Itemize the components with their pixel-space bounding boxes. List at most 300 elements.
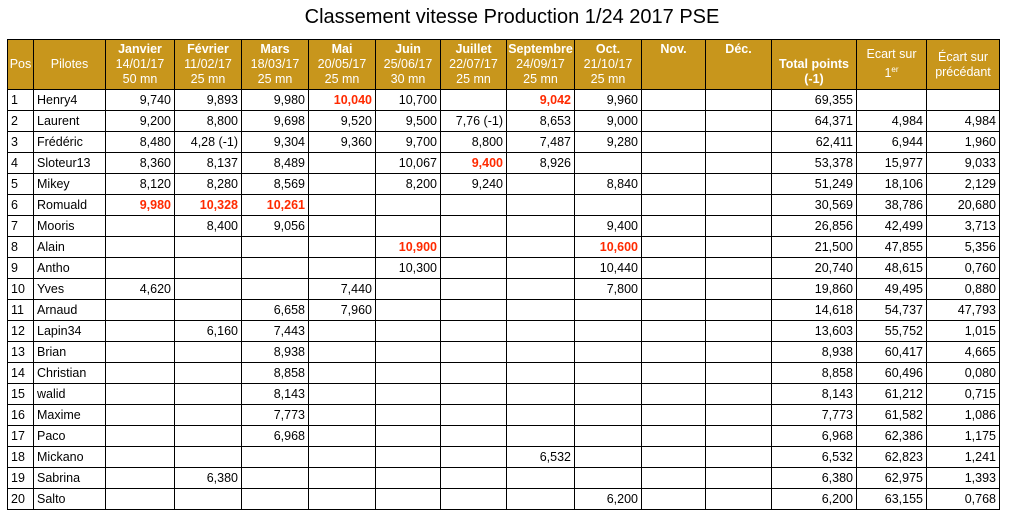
cell-score	[309, 195, 376, 216]
cell-score	[106, 363, 175, 384]
cell-total: 8,858	[772, 363, 857, 384]
cell-score: 9,200	[106, 111, 175, 132]
cell-ecart-precedant: 47,793	[927, 300, 1000, 321]
cell-pos: 2	[8, 111, 34, 132]
cell-pos: 14	[8, 363, 34, 384]
cell-score: 4,620	[106, 279, 175, 300]
cell-total: 14,618	[772, 300, 857, 321]
cell-score	[376, 468, 441, 489]
table-row	[8, 321, 1000, 342]
cell-score: 9,740	[106, 90, 175, 111]
cell-total: 19,860	[772, 279, 857, 300]
header-month: Juillet 22/07/17 25 mn	[441, 40, 507, 90]
cell-ecart-precedant: 1,175	[927, 426, 1000, 447]
cell-score: 9,304	[242, 132, 309, 153]
ranking-table	[7, 39, 1000, 510]
cell-pilot-name: Romuald	[34, 195, 106, 216]
cell-ecart-precedant: 3,713	[927, 216, 1000, 237]
cell-total: 8,938	[772, 342, 857, 363]
cell-ecart-premier: 6,944	[857, 132, 927, 153]
cell-pilot-name: Sabrina	[34, 468, 106, 489]
cell-score: 9,960	[575, 90, 642, 111]
cell-score	[507, 405, 575, 426]
cell-total: 53,378	[772, 153, 857, 174]
table-row	[8, 300, 1000, 321]
cell-score	[106, 300, 175, 321]
cell-score	[507, 468, 575, 489]
cell-score: 7,443	[242, 321, 309, 342]
cell-score: 7,76 (-1)	[441, 111, 507, 132]
cell-score	[376, 279, 441, 300]
cell-score	[706, 321, 772, 342]
cell-score	[575, 447, 642, 468]
cell-score	[507, 216, 575, 237]
cell-score: 10,067	[376, 153, 441, 174]
cell-score	[441, 342, 507, 363]
header-month: Septembre 24/09/17 25 mn	[507, 40, 575, 90]
cell-score	[242, 258, 309, 279]
cell-ecart-premier: 60,496	[857, 363, 927, 384]
cell-ecart-precedant: 1,086	[927, 405, 1000, 426]
cell-ecart-premier: 62,386	[857, 426, 927, 447]
cell-score	[642, 195, 706, 216]
cell-score	[575, 363, 642, 384]
cell-total: 51,249	[772, 174, 857, 195]
cell-score	[309, 216, 376, 237]
cell-score	[242, 447, 309, 468]
cell-pilot-name: Sloteur13	[34, 153, 106, 174]
cell-score: 9,400	[441, 153, 507, 174]
cell-pilot-name: Yves	[34, 279, 106, 300]
cell-score	[175, 279, 242, 300]
cell-score	[175, 342, 242, 363]
cell-pilot-name: walid	[34, 384, 106, 405]
table-row	[8, 426, 1000, 447]
cell-score	[706, 216, 772, 237]
cell-ecart-precedant: 0,880	[927, 279, 1000, 300]
cell-score: 7,773	[242, 405, 309, 426]
cell-total: 64,371	[772, 111, 857, 132]
cell-score: 8,280	[175, 174, 242, 195]
table-row	[8, 468, 1000, 489]
cell-score	[706, 258, 772, 279]
cell-score	[706, 384, 772, 405]
cell-score	[642, 342, 706, 363]
cell-ecart-premier: 61,212	[857, 384, 927, 405]
cell-score	[575, 384, 642, 405]
cell-score	[309, 426, 376, 447]
cell-score	[175, 426, 242, 447]
cell-score	[441, 216, 507, 237]
cell-score	[706, 300, 772, 321]
cell-score	[309, 342, 376, 363]
cell-score	[706, 363, 772, 384]
header-pilotes: Pilotes	[34, 40, 106, 90]
cell-score: 7,960	[309, 300, 376, 321]
cell-score	[106, 489, 175, 510]
cell-score: 9,042	[507, 90, 575, 111]
cell-pos: 4	[8, 153, 34, 174]
cell-score: 6,380	[175, 468, 242, 489]
header-month: Février 11/02/17 25 mn	[175, 40, 242, 90]
cell-score: 10,440	[575, 258, 642, 279]
cell-score: 10,261	[242, 195, 309, 216]
cell-pilot-name: Henry4	[34, 90, 106, 111]
cell-score	[706, 90, 772, 111]
cell-score	[106, 342, 175, 363]
table-row	[8, 342, 1000, 363]
cell-score: 6,658	[242, 300, 309, 321]
cell-score: 10,600	[575, 237, 642, 258]
cell-score	[575, 195, 642, 216]
cell-score	[441, 237, 507, 258]
cell-score	[441, 426, 507, 447]
cell-score	[575, 153, 642, 174]
cell-ecart-precedant: 4,665	[927, 342, 1000, 363]
cell-ecart-premier: 42,499	[857, 216, 927, 237]
cell-score	[106, 237, 175, 258]
cell-score: 7,487	[507, 132, 575, 153]
cell-score: 9,400	[575, 216, 642, 237]
cell-score	[642, 90, 706, 111]
cell-score	[242, 468, 309, 489]
cell-score	[106, 447, 175, 468]
cell-pilot-name: Mooris	[34, 216, 106, 237]
table-row	[8, 447, 1000, 468]
cell-ecart-premier: 49,495	[857, 279, 927, 300]
header-total: Total points (-1)	[772, 40, 857, 90]
cell-score	[507, 426, 575, 447]
cell-score	[309, 468, 376, 489]
cell-score	[642, 489, 706, 510]
cell-score	[441, 195, 507, 216]
cell-score	[175, 489, 242, 510]
cell-score	[507, 384, 575, 405]
cell-score: 6,968	[242, 426, 309, 447]
cell-score: 10,040	[309, 90, 376, 111]
header-month: Mars 18/03/17 25 mn	[242, 40, 309, 90]
cell-score	[642, 300, 706, 321]
cell-ecart-premier: 18,106	[857, 174, 927, 195]
cell-ecart-precedant: 1,960	[927, 132, 1000, 153]
cell-pilot-name: Arnaud	[34, 300, 106, 321]
cell-total: 6,532	[772, 447, 857, 468]
cell-pos: 20	[8, 489, 34, 510]
cell-score	[376, 216, 441, 237]
header-month: Mai 20/05/17 25 mn	[309, 40, 376, 90]
cell-score: 8,569	[242, 174, 309, 195]
header-pos: Pos	[8, 40, 34, 90]
cell-score	[309, 174, 376, 195]
cell-score	[441, 489, 507, 510]
cell-score	[175, 237, 242, 258]
cell-score	[507, 258, 575, 279]
cell-score: 10,328	[175, 195, 242, 216]
cell-ecart-precedant: 1,015	[927, 321, 1000, 342]
cell-score	[706, 195, 772, 216]
cell-pos: 8	[8, 237, 34, 258]
cell-score: 8,489	[242, 153, 309, 174]
cell-ecart-premier: 55,752	[857, 321, 927, 342]
cell-pilot-name: Mikey	[34, 174, 106, 195]
cell-score: 8,926	[507, 153, 575, 174]
cell-score	[441, 300, 507, 321]
cell-score: 9,893	[175, 90, 242, 111]
cell-score: 9,698	[242, 111, 309, 132]
cell-total: 30,569	[772, 195, 857, 216]
cell-ecart-precedant: 1,241	[927, 447, 1000, 468]
cell-ecart-premier: 4,984	[857, 111, 927, 132]
cell-score: 10,300	[376, 258, 441, 279]
cell-score	[106, 321, 175, 342]
cell-score: 8,143	[242, 384, 309, 405]
cell-score	[242, 237, 309, 258]
cell-total: 6,968	[772, 426, 857, 447]
header-ecart-premier: Ecart sur 1er	[857, 40, 927, 90]
cell-score	[642, 153, 706, 174]
cell-score	[441, 279, 507, 300]
table-row	[8, 153, 1000, 174]
table-row	[8, 174, 1000, 195]
table-row	[8, 195, 1000, 216]
cell-score	[106, 384, 175, 405]
cell-score: 9,000	[575, 111, 642, 132]
cell-pilot-name: Lapin34	[34, 321, 106, 342]
cell-total: 8,143	[772, 384, 857, 405]
cell-ecart-premier: 15,977	[857, 153, 927, 174]
cell-score	[507, 300, 575, 321]
cell-pos: 6	[8, 195, 34, 216]
table-row	[8, 90, 1000, 111]
cell-pilot-name: Alain	[34, 237, 106, 258]
cell-score: 8,938	[242, 342, 309, 363]
cell-score	[642, 279, 706, 300]
cell-ecart-precedant: 0,768	[927, 489, 1000, 510]
cell-score	[507, 174, 575, 195]
cell-score: 9,980	[242, 90, 309, 111]
cell-score	[175, 405, 242, 426]
table-row	[8, 216, 1000, 237]
cell-score: 10,900	[376, 237, 441, 258]
cell-score: 8,200	[376, 174, 441, 195]
cell-score	[507, 279, 575, 300]
cell-score	[507, 237, 575, 258]
cell-score	[309, 384, 376, 405]
cell-score	[642, 132, 706, 153]
cell-score	[706, 153, 772, 174]
cell-score: 8,800	[175, 111, 242, 132]
cell-score	[441, 468, 507, 489]
cell-total: 21,500	[772, 237, 857, 258]
cell-pos: 19	[8, 468, 34, 489]
cell-score	[642, 174, 706, 195]
cell-score: 9,240	[441, 174, 507, 195]
header-month: Janvier 14/01/17 50 mn	[106, 40, 175, 90]
cell-score	[642, 111, 706, 132]
cell-pilot-name: Antho	[34, 258, 106, 279]
cell-score: 8,120	[106, 174, 175, 195]
cell-score	[309, 258, 376, 279]
cell-score	[242, 279, 309, 300]
cell-score	[642, 468, 706, 489]
cell-score	[706, 426, 772, 447]
cell-pilot-name: Frédéric	[34, 132, 106, 153]
cell-score	[441, 405, 507, 426]
cell-total: 62,411	[772, 132, 857, 153]
cell-total: 69,355	[772, 90, 857, 111]
cell-score: 8,858	[242, 363, 309, 384]
cell-score	[309, 153, 376, 174]
cell-score	[706, 237, 772, 258]
cell-ecart-premier: 54,737	[857, 300, 927, 321]
cell-score	[507, 195, 575, 216]
cell-score: 8,400	[175, 216, 242, 237]
cell-score	[376, 300, 441, 321]
cell-total: 13,603	[772, 321, 857, 342]
cell-ecart-premier: 47,855	[857, 237, 927, 258]
cell-score	[706, 468, 772, 489]
cell-score	[507, 342, 575, 363]
cell-ecart-premier	[857, 90, 927, 111]
cell-score: 8,360	[106, 153, 175, 174]
table-row	[8, 132, 1000, 153]
cell-ecart-premier: 38,786	[857, 195, 927, 216]
cell-score	[441, 447, 507, 468]
cell-ecart-precedant: 4,984	[927, 111, 1000, 132]
cell-total: 6,200	[772, 489, 857, 510]
cell-score	[642, 426, 706, 447]
cell-score	[175, 447, 242, 468]
cell-pos: 17	[8, 426, 34, 447]
cell-score	[376, 195, 441, 216]
cell-score: 9,500	[376, 111, 441, 132]
cell-pilot-name: Christian	[34, 363, 106, 384]
cell-score	[376, 321, 441, 342]
cell-score	[507, 363, 575, 384]
table-row	[8, 258, 1000, 279]
cell-pos: 13	[8, 342, 34, 363]
cell-pos: 9	[8, 258, 34, 279]
table-row	[8, 237, 1000, 258]
cell-score	[441, 90, 507, 111]
cell-score	[376, 384, 441, 405]
cell-score	[441, 363, 507, 384]
cell-pilot-name: Laurent	[34, 111, 106, 132]
cell-score	[575, 405, 642, 426]
cell-pos: 12	[8, 321, 34, 342]
cell-score: 9,280	[575, 132, 642, 153]
cell-score	[309, 237, 376, 258]
cell-score	[706, 132, 772, 153]
cell-ecart-precedant: 0,760	[927, 258, 1000, 279]
cell-score: 6,532	[507, 447, 575, 468]
header-month: Nov.	[642, 40, 706, 90]
cell-score	[309, 489, 376, 510]
table-row	[8, 489, 1000, 510]
cell-score	[106, 468, 175, 489]
table-row	[8, 111, 1000, 132]
cell-ecart-precedant: 9,033	[927, 153, 1000, 174]
cell-score: 9,520	[309, 111, 376, 132]
cell-score	[642, 447, 706, 468]
cell-score	[441, 384, 507, 405]
cell-score	[441, 258, 507, 279]
cell-score	[175, 384, 242, 405]
cell-score	[175, 363, 242, 384]
cell-score	[642, 363, 706, 384]
cell-pilot-name: Salto	[34, 489, 106, 510]
cell-pos: 5	[8, 174, 34, 195]
cell-score: 8,653	[507, 111, 575, 132]
cell-score: 6,160	[175, 321, 242, 342]
cell-pilot-name: Paco	[34, 426, 106, 447]
cell-ecart-premier: 63,155	[857, 489, 927, 510]
cell-score	[706, 447, 772, 468]
cell-ecart-premier: 60,417	[857, 342, 927, 363]
cell-pos: 15	[8, 384, 34, 405]
page-title: Classement vitesse Production 1/24 2017 PSE	[304, 6, 720, 28]
cell-ecart-premier: 61,582	[857, 405, 927, 426]
cell-score: 10,700	[376, 90, 441, 111]
cell-score	[441, 321, 507, 342]
cell-pos: 7	[8, 216, 34, 237]
cell-score	[175, 258, 242, 279]
cell-score	[376, 405, 441, 426]
cell-score	[706, 405, 772, 426]
cell-score	[706, 489, 772, 510]
cell-score	[376, 363, 441, 384]
cell-pilot-name: Brian	[34, 342, 106, 363]
cell-ecart-precedant: 20,680	[927, 195, 1000, 216]
cell-score	[309, 405, 376, 426]
cell-pos: 3	[8, 132, 34, 153]
cell-score: 9,980	[106, 195, 175, 216]
cell-score: 6,200	[575, 489, 642, 510]
cell-score	[575, 342, 642, 363]
cell-score: 9,056	[242, 216, 309, 237]
cell-score	[706, 342, 772, 363]
cell-score	[175, 300, 242, 321]
cell-score	[706, 111, 772, 132]
cell-ecart-precedant: 0,715	[927, 384, 1000, 405]
cell-ecart-premier: 48,615	[857, 258, 927, 279]
cell-score: 8,480	[106, 132, 175, 153]
cell-pos: 18	[8, 447, 34, 468]
cell-ecart-precedant	[927, 90, 1000, 111]
header-month: Oct. 21/10/17 25 mn	[575, 40, 642, 90]
cell-score	[575, 426, 642, 447]
table-row	[8, 384, 1000, 405]
cell-score	[642, 321, 706, 342]
table-row	[8, 405, 1000, 426]
cell-score	[575, 468, 642, 489]
cell-score	[242, 489, 309, 510]
cell-score	[309, 321, 376, 342]
cell-score	[376, 426, 441, 447]
cell-pilot-name: Mickano	[34, 447, 106, 468]
cell-ecart-precedant: 0,080	[927, 363, 1000, 384]
cell-score: 7,440	[309, 279, 376, 300]
cell-score	[376, 447, 441, 468]
cell-score	[106, 258, 175, 279]
cell-score	[642, 405, 706, 426]
cell-ecart-premier: 62,975	[857, 468, 927, 489]
cell-score	[642, 237, 706, 258]
header-ecart-precedant: Écart sur précédant	[927, 40, 1000, 90]
cell-score	[376, 489, 441, 510]
cell-score	[642, 258, 706, 279]
header-row	[8, 40, 1000, 90]
